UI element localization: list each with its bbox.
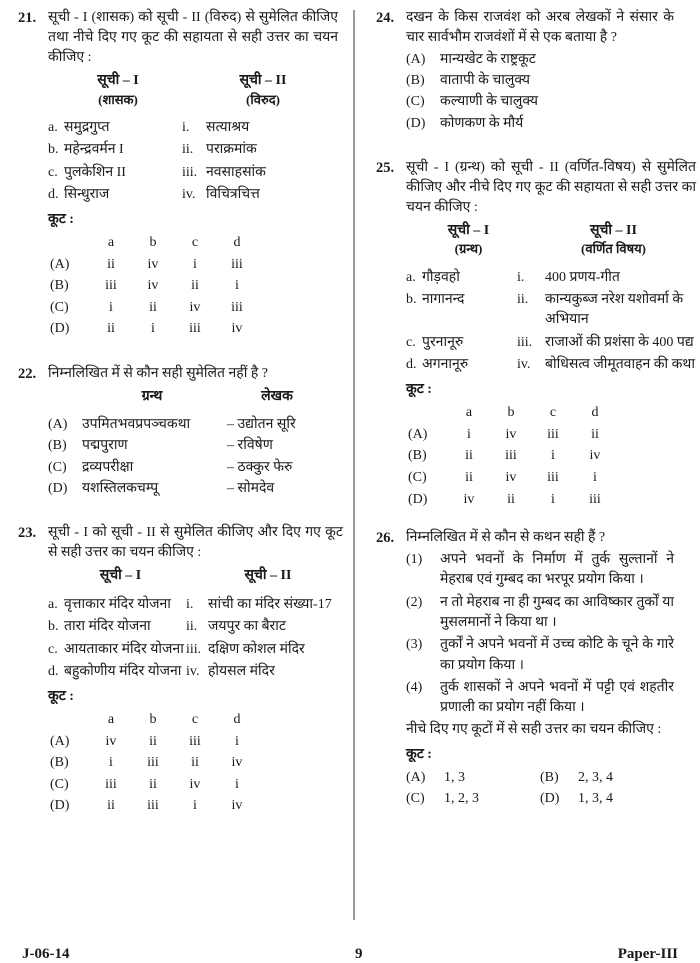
code-value: iv xyxy=(147,256,159,272)
code-option-label[interactable]: (D) xyxy=(50,321,70,337)
code-value: iii xyxy=(147,798,159,814)
code-option-label[interactable]: (C) xyxy=(408,470,427,486)
code-value: i xyxy=(235,776,239,792)
code-option-row[interactable] xyxy=(406,489,616,511)
match-row xyxy=(48,163,338,183)
code-value: iv xyxy=(505,426,517,442)
code-col-b: b xyxy=(149,712,157,728)
right-item-key: i. xyxy=(517,269,525,285)
right-item-key: iv. xyxy=(517,357,531,373)
list-headings xyxy=(406,221,696,241)
code-option-row[interactable] xyxy=(406,467,616,489)
list-2-subtitle: (विरुद) xyxy=(246,91,280,107)
code-value: iv xyxy=(105,733,117,749)
list-headings xyxy=(48,71,338,91)
code-value: ii xyxy=(149,299,157,315)
list-1-title: सूची – I xyxy=(97,72,139,88)
left-item-label: सिन्धुराज xyxy=(64,186,110,202)
statement-key: (1) xyxy=(406,552,423,568)
left-item-key: a. xyxy=(48,596,58,612)
code-value: ii xyxy=(465,470,473,486)
code-value: iv xyxy=(505,470,517,486)
code-col-b: b xyxy=(507,405,515,421)
code-option-row[interactable] xyxy=(48,774,258,796)
left-item-key: c. xyxy=(48,164,58,180)
right-item-key: ii. xyxy=(182,142,194,158)
right-item-key: iv. xyxy=(186,663,200,679)
right-item-key: ii. xyxy=(186,619,198,635)
code-table xyxy=(48,232,258,340)
match-row xyxy=(48,640,343,660)
option-author: – ठक्कुर फेरु xyxy=(227,459,293,475)
code-table xyxy=(406,402,616,510)
left-item-key: a. xyxy=(406,269,416,285)
code-value: iii xyxy=(105,278,117,294)
code-value: iii xyxy=(147,755,159,771)
code-label: कूट : xyxy=(48,689,74,705)
question-21 xyxy=(14,8,338,340)
code-value: i xyxy=(551,448,555,464)
match-row xyxy=(406,333,696,353)
option-text: कोणकण के मौर्य xyxy=(440,115,524,131)
match-row xyxy=(48,662,343,682)
statement-row xyxy=(406,550,674,591)
code-option-label[interactable]: (D) xyxy=(50,798,70,814)
option-author: – उद्योतन सूरि xyxy=(227,417,296,433)
code-value: ii xyxy=(591,426,599,442)
left-item-label: गौड़वहो xyxy=(422,269,460,285)
code-value: i xyxy=(109,755,113,771)
code-value: iv xyxy=(231,755,243,771)
match-row xyxy=(48,595,343,615)
list-2-subtitle: (वर्णित विषय) xyxy=(581,241,646,257)
match-row xyxy=(48,617,343,637)
statement-text: तुर्क शासकों ने अपने भवनों में पट्टी एवं शहतीर प्रणाली का प्रयोग नहीं किया । xyxy=(440,679,674,716)
code-value: iii xyxy=(231,299,243,315)
code-value: iii xyxy=(189,321,201,337)
code-col-d: d xyxy=(591,405,599,421)
code-value: iii xyxy=(547,470,559,486)
option-row[interactable] xyxy=(406,788,540,809)
option-row[interactable] xyxy=(406,71,674,91)
right-item-key: i. xyxy=(182,119,190,135)
option-row[interactable] xyxy=(48,479,332,499)
list-1-title: सूची – I xyxy=(99,568,142,584)
code-col-b: b xyxy=(149,235,157,251)
code-option-label[interactable]: (A) xyxy=(408,426,428,442)
left-item-key: d. xyxy=(406,357,417,373)
code-value: i xyxy=(593,470,597,486)
code-col-c: c xyxy=(191,235,199,251)
code-table xyxy=(48,709,258,817)
right-column xyxy=(344,8,696,823)
question-number: 22. xyxy=(18,365,37,382)
option-key: (A) xyxy=(406,51,426,67)
option-key: (A) xyxy=(406,770,426,786)
question-26 xyxy=(372,528,674,809)
code-col-a: a xyxy=(107,235,115,251)
question-number: 24. xyxy=(376,10,395,26)
code-option-row[interactable] xyxy=(48,795,258,817)
code-value: i xyxy=(193,798,197,814)
list-2-title: सूची – II xyxy=(590,222,637,238)
left-item-label: आयताकार मंदिर योजना xyxy=(64,641,184,657)
left-item-key: b. xyxy=(406,292,417,308)
question-25 xyxy=(372,158,696,510)
right-item-key: iii. xyxy=(517,334,533,350)
left-item-key: d. xyxy=(48,186,59,202)
option-key: (C) xyxy=(406,94,425,110)
code-value: i xyxy=(193,256,197,272)
code-value: iii xyxy=(105,776,117,792)
left-item-key: b. xyxy=(48,619,59,635)
statement-row xyxy=(406,678,674,719)
code-option-label[interactable]: (B) xyxy=(408,448,427,464)
option-text: कल्याणी के चालुक्य xyxy=(440,94,539,110)
code-corner xyxy=(48,709,90,731)
code-value: iv xyxy=(147,278,159,294)
option-key: (D) xyxy=(406,115,426,131)
code-value: iv xyxy=(231,798,243,814)
question-number: 23. xyxy=(18,525,37,542)
code-value: iii xyxy=(589,491,601,507)
code-corner xyxy=(406,402,448,424)
right-item-key: iii. xyxy=(186,641,202,657)
code-col-c: c xyxy=(191,712,199,728)
left-item-label: वृत्ताकार मंदिर योजना xyxy=(64,596,171,612)
code-label: कूट : xyxy=(406,747,432,763)
instruction-text: नीचे दिए गए कूटों में से सही उत्तर का चयन कीजिए : xyxy=(406,722,662,738)
statement-text: तुर्कों ने अपने भवनों में उच्च कोटि के चूने के गारे का प्रयोग किया । xyxy=(440,637,674,673)
code-value: iii xyxy=(231,256,243,272)
left-item-label: महेन्द्रवर्मन I xyxy=(64,142,124,158)
question-text: निम्नलिखित में से कौन सही सुमेलित नहीं है ? xyxy=(48,365,268,381)
question-text: निम्नलिखित में से कौन से कथन सही हैं ? xyxy=(406,530,606,546)
option-row[interactable] xyxy=(540,788,674,809)
code-option-row[interactable] xyxy=(48,297,258,319)
code-corner xyxy=(48,232,90,254)
left-item-label: समुद्रगुप्त xyxy=(64,119,110,135)
right-item-label: सत्याश्रय xyxy=(206,119,250,135)
right-item-label: दक्षिण कोशल मंदिर xyxy=(208,641,305,657)
footer-paper-name: Paper-III xyxy=(617,946,678,962)
code-value: iv xyxy=(589,448,601,464)
code-header-row xyxy=(406,402,616,424)
code-value: ii xyxy=(191,278,199,294)
list-subheadings xyxy=(48,91,338,109)
code-value: i xyxy=(235,733,239,749)
question-number: 26. xyxy=(376,530,395,547)
author-column-heading: लेखक xyxy=(261,388,293,404)
code-option-row[interactable] xyxy=(48,318,258,340)
code-value: ii xyxy=(107,798,115,814)
statement-key: (3) xyxy=(406,637,423,653)
code-header-row xyxy=(48,709,258,731)
code-value: ii xyxy=(149,776,157,792)
right-item-label: नवसाहसांक xyxy=(206,164,266,180)
code-value: iii xyxy=(547,426,559,442)
right-item-key: ii. xyxy=(517,292,529,308)
list-subheadings xyxy=(406,240,696,258)
code-option-label[interactable]: (D) xyxy=(408,491,428,507)
code-option-row[interactable] xyxy=(48,254,258,276)
code-value: i xyxy=(551,491,555,507)
question-24 xyxy=(372,8,674,134)
two-column-layout xyxy=(14,8,696,823)
right-item-key: iv. xyxy=(182,186,196,202)
option-row[interactable] xyxy=(48,458,332,478)
code-value: i xyxy=(467,426,471,442)
code-value: iv xyxy=(189,776,201,792)
left-item-key: c. xyxy=(406,334,416,350)
option-text: 1, 3, 4 xyxy=(578,791,613,807)
code-header-row xyxy=(48,232,258,254)
option-text: 1, 2, 3 xyxy=(444,791,479,807)
match-row xyxy=(406,268,696,288)
option-key: (D) xyxy=(48,481,68,497)
option-author: – सोमदेव xyxy=(227,481,275,497)
code-option-label[interactable]: (C) xyxy=(50,299,69,315)
left-item-label: तारा मंदिर योजना xyxy=(64,619,151,635)
code-col-d: d xyxy=(233,235,241,251)
left-item-label: पुलकेशिन II xyxy=(64,164,126,180)
question-number: 25. xyxy=(376,159,395,176)
option-grid xyxy=(406,767,674,809)
right-item-label: बोधिसत्व जीमूतवाहन की कथा xyxy=(545,357,695,373)
option-row[interactable] xyxy=(48,436,332,456)
option-row[interactable] xyxy=(406,767,540,788)
option-key: (C) xyxy=(48,459,67,475)
statement-row xyxy=(406,635,674,676)
column-divider xyxy=(353,10,355,920)
option-row[interactable] xyxy=(406,50,674,70)
statement-text: न तो मेहराब ना ही गुम्बद का आविष्कार तुर्कों या मुसलमानों ने किया था । xyxy=(440,594,674,630)
option-key: (D) xyxy=(540,791,560,807)
list-1-subtitle: (ग्रन्थ) xyxy=(454,241,483,257)
footer-page-number: 9 xyxy=(355,946,363,962)
option-work: उपमितभवप्रपञ्चकथा xyxy=(82,417,191,433)
option-work: पद्मपुराण xyxy=(82,438,128,454)
option-key: (A) xyxy=(48,417,68,433)
list-headings xyxy=(48,566,343,586)
option-author: – रविषेण xyxy=(227,438,273,454)
list-2-title: सूची – II xyxy=(239,72,287,88)
question-text: दखन के किस राजवंश को अरब लेखकों ने संसार के चार सार्वभौम राजवंशों में से एक बताया है ? xyxy=(406,10,674,45)
left-item-key: b. xyxy=(48,142,59,158)
code-value: ii xyxy=(107,256,115,272)
left-item-label: नागानन्द xyxy=(422,292,465,308)
code-option-row[interactable] xyxy=(48,752,258,774)
left-item-label: बहुकोणीय मंदिर योजना xyxy=(64,663,182,679)
statement-key: (4) xyxy=(406,679,423,695)
option-text: 1, 3 xyxy=(444,770,465,786)
question-number: 21. xyxy=(18,10,37,26)
code-option-label[interactable]: (C) xyxy=(50,776,69,792)
code-value: iii xyxy=(189,733,201,749)
left-item-key: d. xyxy=(48,663,59,679)
option-row[interactable] xyxy=(48,415,332,435)
code-col-a: a xyxy=(107,712,115,728)
question-23 xyxy=(14,523,343,817)
right-item-key: i. xyxy=(186,596,194,612)
footer-paper-code: J-06-14 xyxy=(22,946,70,962)
option-text: वातापी के चालुक्य xyxy=(440,73,530,89)
code-value: iv xyxy=(231,321,243,337)
left-column xyxy=(14,8,344,823)
left-item-label: अगनानूरु xyxy=(422,357,469,373)
right-item-label: सांची का मंदिर संख्या-17 xyxy=(208,596,332,612)
option-key: (B) xyxy=(48,438,67,454)
option-row[interactable] xyxy=(406,92,674,112)
code-option-label[interactable]: (B) xyxy=(50,755,69,771)
statement-text: अपने भवनों के निर्माण में तुर्क सुल्तानों ने मेहराब एवं गुम्बद का भरपूर प्रयोग किया । xyxy=(440,552,674,588)
right-item-label: विचित्रचित्त xyxy=(206,186,260,202)
question-text: सूची - I को सूची - II से सुमेलित कीजिए और दिए गए कूट से सही उत्तर का चयन कीजिए : xyxy=(48,525,343,561)
code-value: iv xyxy=(463,491,475,507)
right-item-key: iii. xyxy=(182,164,198,180)
left-item-key: a. xyxy=(48,119,58,135)
code-option-label[interactable]: (A) xyxy=(50,733,70,749)
option-row[interactable] xyxy=(540,767,674,788)
list-2-title: सूची – II xyxy=(244,568,292,584)
question-text: सूची - I (शासक) को सूची - II (विरुद) से सुमेलित कीजिए तथा नीचे दिए गए कूट की सहायता से सही उत्तर का चयन कीजिए : xyxy=(48,10,338,65)
option-work: यशस्तिलकचम्पू xyxy=(82,481,159,497)
work-column-heading: ग्रन्थ xyxy=(141,388,163,404)
option-key: (B) xyxy=(540,770,559,786)
option-key: (B) xyxy=(406,73,425,89)
match-row xyxy=(48,140,338,160)
code-option-row[interactable] xyxy=(406,424,616,446)
right-item-label: जयपुर का बैराट xyxy=(208,619,286,635)
statement-row xyxy=(406,593,674,634)
list-1-subtitle: (शासक) xyxy=(98,91,138,107)
left-item-key: c. xyxy=(48,641,58,657)
option-work: द्रव्यपरीक्षा xyxy=(82,459,134,475)
option-text: 2, 3, 4 xyxy=(578,770,613,786)
right-item-label: कान्यकुब्ज नरेश यशोवर्मा के अभियान xyxy=(545,292,684,328)
code-value: i xyxy=(109,299,113,315)
code-value: iv xyxy=(189,299,201,315)
code-label: कूट : xyxy=(48,212,74,228)
right-item-label: होयसल मंदिर xyxy=(208,663,275,679)
code-value: ii xyxy=(507,491,515,507)
code-option-label[interactable]: (B) xyxy=(50,278,69,294)
code-value: i xyxy=(151,321,155,337)
statement-key: (2) xyxy=(406,594,423,610)
code-value: ii xyxy=(465,448,473,464)
right-item-label: 400 प्रणय-गीत xyxy=(545,269,620,285)
code-col-a: a xyxy=(465,405,473,421)
code-value: ii xyxy=(149,733,157,749)
question-22 xyxy=(14,364,332,499)
code-col-d: d xyxy=(233,712,241,728)
code-option-row[interactable] xyxy=(48,731,258,753)
left-item-label: पुरनानूरु xyxy=(422,334,464,350)
code-option-row[interactable] xyxy=(48,275,258,297)
match-row xyxy=(48,185,338,205)
question-text: सूची - I (ग्रन्थ) को सूची - II (वर्णित-विषय) से सुमेलित कीजिए और नीचे दिए गए कूट की सहायता से सही उत्तर का चयन कीजिए : xyxy=(406,159,696,215)
code-value: ii xyxy=(191,755,199,771)
code-col-c: c xyxy=(549,405,557,421)
code-option-row[interactable] xyxy=(406,445,616,467)
code-value: iii xyxy=(505,448,517,464)
match-row xyxy=(406,290,696,331)
code-option-label[interactable]: (A) xyxy=(50,256,70,272)
list-1-title: सूची – I xyxy=(447,222,490,238)
right-item-label: राजाओं की प्रशंसा के 400 पद्य xyxy=(545,334,694,350)
code-value: i xyxy=(235,278,239,294)
code-value: ii xyxy=(107,321,115,337)
option-key: (C) xyxy=(406,791,425,807)
right-item-label: पराक्रमांक xyxy=(206,142,257,158)
code-label: कूट : xyxy=(406,382,432,398)
match-row xyxy=(48,118,338,138)
option-row[interactable] xyxy=(406,114,674,134)
match-row xyxy=(406,355,696,375)
option-text: मान्यखेट के राष्ट्रकूट xyxy=(440,51,536,67)
column-headings xyxy=(48,387,332,407)
